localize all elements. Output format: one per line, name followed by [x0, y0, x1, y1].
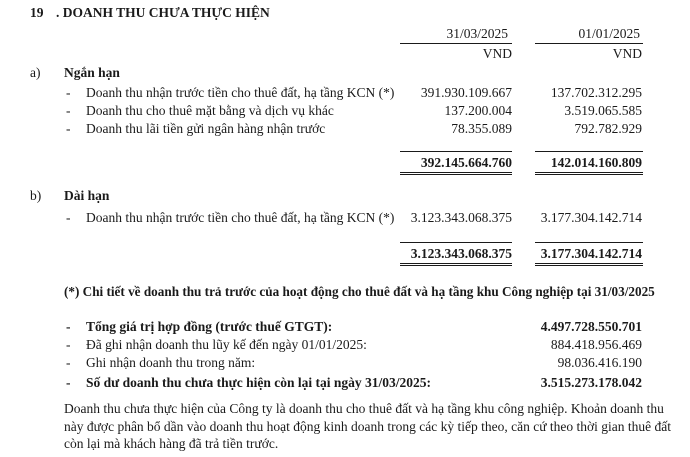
row-dash: - [66, 319, 71, 334]
long-term-total-rule-2 [535, 242, 643, 243]
row-value: 4.497.728.550.701 [540, 319, 642, 334]
short-term-double-rule-2 [535, 172, 643, 175]
header-rule-2 [535, 43, 643, 44]
short-term-double-rule-1 [400, 172, 512, 175]
row-value-2: 3.177.304.142.714 [540, 210, 642, 225]
row-label: Ghi nhận doanh thu trong năm: [86, 355, 256, 370]
short-term-total-2: 142.014.160.809 [550, 155, 642, 170]
row-dash: - [66, 210, 71, 225]
short-term-total-rule-2 [535, 151, 643, 152]
row-label: Doanh thu lãi tiền gửi ngân hàng nhận trước [86, 121, 326, 136]
short-term-heading: Ngắn hạn [64, 65, 120, 80]
detail-heading: (*) Chi tiết về doanh thu trả trước của hoạt động cho thuê đất và hạ tầng khu Công nghiệp tại 31/03/2025 [64, 284, 655, 299]
row-label: Đã ghi nhận doanh thu lũy kế đến ngày 01/01/2025: [86, 337, 367, 352]
row-value-1: 78.355.089 [451, 121, 512, 136]
header-rule-1 [400, 43, 512, 44]
explanation-paragraph: Doanh thu chưa thực hiện của Công ty là doanh thu cho thuê đất và hạ tầng khu công nghiệp. Khoản doanh thu này được phân bổ dần vào doanh thu hoạt động kinh doanh trong các kỳ tiếp theo, căn cứ theo thời gian thuê đất còn lại mà khách hàng đã trả tiền trước. [64, 401, 672, 451]
row-value: 884.418.956.469 [550, 337, 642, 352]
row-value-2: 137.702.312.295 [550, 85, 642, 100]
row-value-1: 137.200.004 [444, 103, 512, 118]
row-label: Số dư doanh thu chưa thực hiện còn lại tại ngày 31/03/2025: [86, 375, 431, 390]
section-title: . DOANH THU CHƯA THỰC HIỆN [56, 5, 270, 20]
row-value-1: 391.930.109.667 [420, 85, 512, 100]
row-dash: - [66, 355, 71, 370]
short-term-total-rule-1 [400, 151, 512, 152]
row-label: Doanh thu cho thuê mặt bằng và dịch vụ khác [86, 103, 334, 118]
long-term-total-rule-1 [400, 242, 512, 243]
row-dash: - [66, 103, 71, 118]
row-value-1: 3.123.343.068.375 [410, 210, 512, 225]
row-dash: - [66, 85, 71, 100]
long-term-double-rule-1 [400, 263, 512, 266]
short-term-total-1: 392.145.664.760 [420, 155, 512, 170]
long-term-letter: b) [30, 188, 42, 203]
row-label: Doanh thu nhận trước tiền cho thuê đất, hạ tầng KCN (*) [86, 85, 395, 100]
short-term-letter: a) [30, 65, 41, 80]
row-value-2: 3.519.065.585 [564, 103, 642, 118]
row-dash: - [66, 337, 71, 352]
long-term-total-1: 3.123.343.068.375 [410, 246, 512, 261]
long-term-total-2: 3.177.304.142.714 [540, 246, 642, 261]
row-dash: - [66, 375, 71, 390]
column-date-1: 31/03/2025 [446, 26, 508, 41]
row-label: Doanh thu nhận trước tiền cho thuê đất, hạ tầng KCN (*) [86, 210, 395, 225]
column-date-2: 01/01/2025 [578, 26, 640, 41]
section-number: 19 [30, 5, 44, 20]
row-value: 3.515.273.178.042 [540, 375, 642, 390]
long-term-double-rule-2 [535, 263, 643, 266]
column-unit-2: VND [612, 46, 642, 61]
row-value-2: 792.782.929 [574, 121, 642, 136]
row-value: 98.036.416.190 [557, 355, 642, 370]
column-unit-1: VND [482, 46, 512, 61]
row-dash: - [66, 121, 71, 136]
row-label: Tổng giá trị hợp đồng (trước thuế GTGT): [86, 319, 333, 334]
long-term-heading: Dài hạn [64, 188, 110, 203]
